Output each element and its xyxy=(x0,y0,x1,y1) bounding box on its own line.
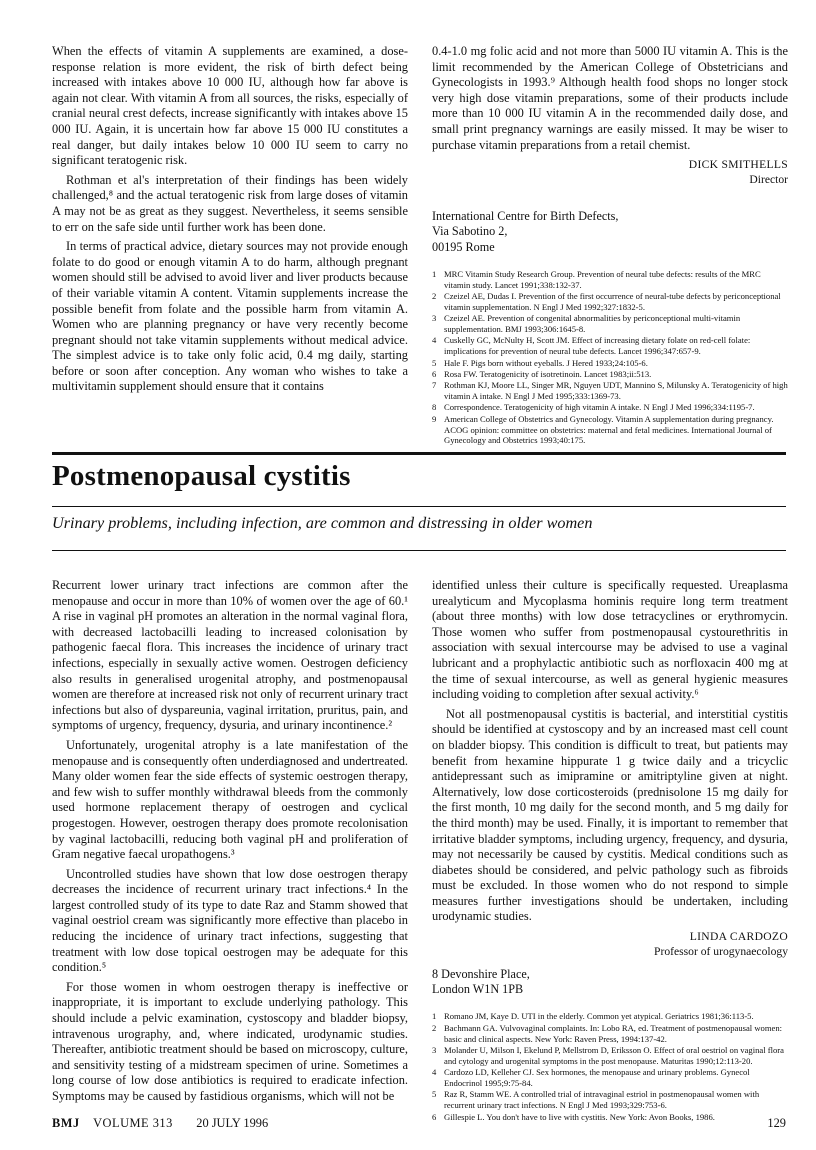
body-paragraph: Rothman et al's interpretation of their findings has been widely challenged,⁸ and the actual teratogenic risk from large doses of vitamin A may not be as great as they suggest. Nevertheless, it seems sensible to err on the safe side until further work has been done. xyxy=(52,172,408,234)
reference-item: 6 Gillespie L. You don't have to live with cystitis. New York: Avon Books, 1986. xyxy=(432,1111,715,1122)
journal-volume: VOLUME 313 xyxy=(93,1116,173,1130)
page-footer xyxy=(52,1116,786,1131)
author-name: DICK SMITHELLS xyxy=(688,158,788,172)
reference-list xyxy=(432,269,788,447)
reference-list xyxy=(432,1011,788,1122)
author-signature xyxy=(432,157,788,187)
body-paragraph: Uncontrolled studies have shown that low dose oestrogen therapy decreases the incidence of recurrent urinary tract infections.⁴ In the largest controlled study of its type to date Raz and Stamm showed that vaginal oestriol cream was significantly more effective than placebo in reducing the incidence of urinary tract infections, suggesting that treatment with low dose topical oestrogen may be adequate for this condition.⁵ xyxy=(52,866,408,975)
article-column-right xyxy=(432,578,788,1123)
reference-item: 1 Romano JM, Kaye D. UTI in the elderly. Common yet atypical. Geriatrics 1981;36:113-5. xyxy=(432,1011,754,1022)
page-number: 129 xyxy=(767,1116,786,1130)
author-signature xyxy=(432,929,788,959)
journal-name: BMJ xyxy=(52,1116,80,1130)
reference-item: 4 Cardozo LD, Kelleher CJ. Sex hormones, the menopause and urinary problems. Gynecol Endocrinol 1995;9:75-84. xyxy=(432,1067,750,1089)
article-standfirst: Urinary problems, including infection, are common and distressing in older women xyxy=(52,514,593,532)
issue-date: 20 JULY 1996 xyxy=(196,1116,269,1130)
reference-item: 3 Czeizel AE. Prevention of congenital abnormalities by periconceptional multi-vitamin supplementation. BMJ 1993;306:1645-8. xyxy=(432,313,741,334)
body-paragraph: 0.4-1.0 mg folic acid and not more than 5000 IU vitamin A. This is the limit recommended by the American College of Obstetricians and Gynecologists in 1993.⁹ Although health food shops no longer stock very high dose vitamin preparations, some of their products include more than 10 000 IU vitamin A in the recommended daily dose, and small print pregnancy warnings are easily missed. It may be wiser to purchase vitamin preparations from a retail chemist. xyxy=(432,44,788,152)
author-role: Director xyxy=(749,173,788,187)
reference-item: 7 Rothman KJ, Moore LL, Singer MR, Nguyen UDT, Mannino S, Milunsky A. Teratogenicity of high vitamin A intake. N Engl J Med 1995;333:1369-73. xyxy=(432,380,788,402)
top-column-left xyxy=(52,44,408,395)
reference-item: 2 Bachmann GA. Vulvovaginal complaints. In: Lobo RA, ed. Treatment of postmenopausal women: basic and clinical aspects. New York: Raven Press, 1994:137-42. xyxy=(432,1022,783,1044)
address-line: 00195 Rome xyxy=(432,239,495,254)
section-divider xyxy=(52,550,786,551)
body-paragraph: For those women in whom oestrogen therapy is ineffective or inappropriate, it is important to exclude underlying pathology. This should include a pelvic examination, cystoscopy and bladder biopsy, intravenous urography, and, where indicated, urodynamic studies. Thereafter, antibiotic treatment should be based on microscopy, culture, and sensitivity testing of a midstream specimen of urine. Sometimes a long course of low dose antibiotics is required to eradicate infection. Symptoms may be caused by fastidious organisms, which will not be xyxy=(52,979,408,1103)
reference-item: 8 Correspondence. Teratogenicity of high vitamin A intake. N Engl J Med 1996;334:1195-7. xyxy=(432,402,755,413)
author-name: LINDA CARDOZO xyxy=(689,930,788,944)
author-address xyxy=(432,209,788,255)
body-paragraph: Not all postmenopausal cystitis is bacterial, and interstitial cystitis should be identified at cystoscopy and by an increased mast cell count on bladder biopsy. This condition is difficult to treat, but patients may benefit from hexamine hippurate 1 g twice daily and a tricyclic antidepressant such as imipramine or amitriptyline given at night. Alternatively, low dose corticosteroids (prednisolone 15 mg daily for the first month, 10 mg daily for the second month, and 5 mg daily for the third month) may be used. Finally, it is important to remember that irritative bladder symptoms, including urgency, frequency, and dysuria, may not necessarily be caused by cystitis. Medical conditions such as diabetes should be considered, and pelvic pathology such as fibroids must be excluded. In those women who do not respond to simple measures further investigations should be undertaken, including urodynamic studies. xyxy=(432,706,788,924)
body-paragraph: identified unless their culture is specifically requested. Ureaplasma urealyticum and Mycoplasma hominis require long term treatment (about three months) with low dose tetracyclines or erythromycin. Those women who suffer from postmenopausal cystourethritis in association with sexual intercourse may be advised to use a vaginal lubricant and a prophylactic antibiotic such as norfloxacin 400 mg at the time of sexual intercourse, as well as general hygienic measures including voiding to completion after sexual activity.⁶ xyxy=(432,578,788,702)
body-paragraph: When the effects of vitamin A supplements are examined, a dose-response relation is more evident, the risk of birth defect being increased with intakes above 10 000 IU, although how far above is again not clear. With vitamin A from all sources, the risks, especially of cranial neural crest defects, increase significantly with intakes above 15 000 IU. Again, it is uncertain how far above 15 000 IU constitutes a real danger, but daily intakes below 10 000 IU seem to carry no significant teratogenic risk. xyxy=(52,44,408,168)
reference-item: 3 Molander U, Milson I, Ekelund P, Mellstrom D, Eriksson O. Effect of oral oestriol on vaginal flora and cytology and urogenital symptoms in the post menopause. Maturitas 1990;12:113-20. xyxy=(432,1045,784,1066)
body-paragraph: Recurrent lower urinary tract infections are common after the menopause and occur in more than 10% of women over the age of 60.¹ A rise in vaginal pH promotes an alteration in the normal vaginal flora, with decreased lactobacilli leading to increased colonisation by pathogenic faecal flora. This increases the incidence of urinary tract infections, especially in sexually active women. Oestrogen deficiency also results in generalised urogenital atrophy, and postmenopausal women are therefore at increased risk not only of recurrent urinary tract infections but also of dyspareunia, vaginal irritation, pruritus, pain, and symptoms of urgency, frequency, dysuria, and urinary incontinence.² xyxy=(52,578,408,733)
reference-item: 4 Cuskelly GC, McNulty H, Scott JM. Effect of increasing dietary folate on red-cell folate: implications for prevention of neural tube defects. Lancet 1996;347:657-9. xyxy=(432,335,751,357)
address-line: International Centre for Birth Defects, xyxy=(432,209,619,224)
article-column-left xyxy=(52,578,408,1105)
body-paragraph: In terms of practical advice, dietary sources may not provide enough folate to do good or enough vitamin A to do harm, although pregnant women should still be advised to avoid liver and liver products because of their variable vitamin A content. Vitamin supplements increase the possible benefit from folate and the possible harm from vitamin A. Women who are planning pregnancy or have very recently become pregnant should not take vitamin supplements without medical advice. The simplest advice is to take only folic acid, 0.4 mg daily, starting before or soon after conception. Any woman who wishes to take a multivitamin supplement should ensure that it contains xyxy=(52,239,408,394)
reference-item: 5 Raz R, Stamm WE. A controlled trial of intravaginal estriol in postmenopausal women with recurrent urinary tract infections. N Engl J Med 1993;329:753-6. xyxy=(432,1089,760,1111)
section-divider xyxy=(52,506,786,507)
author-role: Professor of urogynaecology xyxy=(654,945,788,959)
author-address xyxy=(432,967,788,997)
address-line: Via Sabotino 2, xyxy=(432,224,508,239)
reference-item: 2 Czeizel AE, Dudas I. Prevention of the first occurrence of neural-tube defects by periconceptional vitamin supplementation. N Engl J Med 1992;327:1832-5. xyxy=(432,290,781,312)
article-title: Postmenopausal cystitis xyxy=(52,460,351,492)
reference-item: 9 American College of Obstetrics and Gynecology. Vitamin A supplementation during pregnancy. ACOG opinion: committee on obstetrics: maternal and fetal medicines. International Journal of Gynecology and Obstetrics 1993;40:175. xyxy=(432,413,774,446)
reference-item: 6 Rosa FW. Teratogenicity of isotretinoin. Lancet 1983;ii:513. xyxy=(432,368,652,379)
top-column-right xyxy=(432,44,788,447)
section-divider-thick xyxy=(52,452,786,455)
reference-item: 1 MRC Vitamin Study Research Group. Prevention of neural tube defects: results of the MRC vitamin study. Lancet 1991;338:132-37. xyxy=(432,268,761,290)
reference-item: 5 Hale F. Pigs born without eyeballs. J Hered 1933;24:105-6. xyxy=(432,357,648,368)
address-line: London W1N 1PB xyxy=(432,982,524,997)
address-line: 8 Devonshire Place, xyxy=(432,967,530,982)
body-paragraph: Unfortunately, urogenital atrophy is a late manifestation of the menopause and is consequently often underdiagnosed and undertreated. Many older women fear the side effects of systemic oestrogen therapy, and few wish to suffer monthly withdrawal bleeds from the commonly used hormone replacement therapy of oestrogen and cyclical progestogen. However, oestrogen therapy does promote recolonisation by vaginal lactobacilli, reducing both vaginal pH and proliferation of Gram negative faecal uropathogens.³ xyxy=(52,737,408,862)
